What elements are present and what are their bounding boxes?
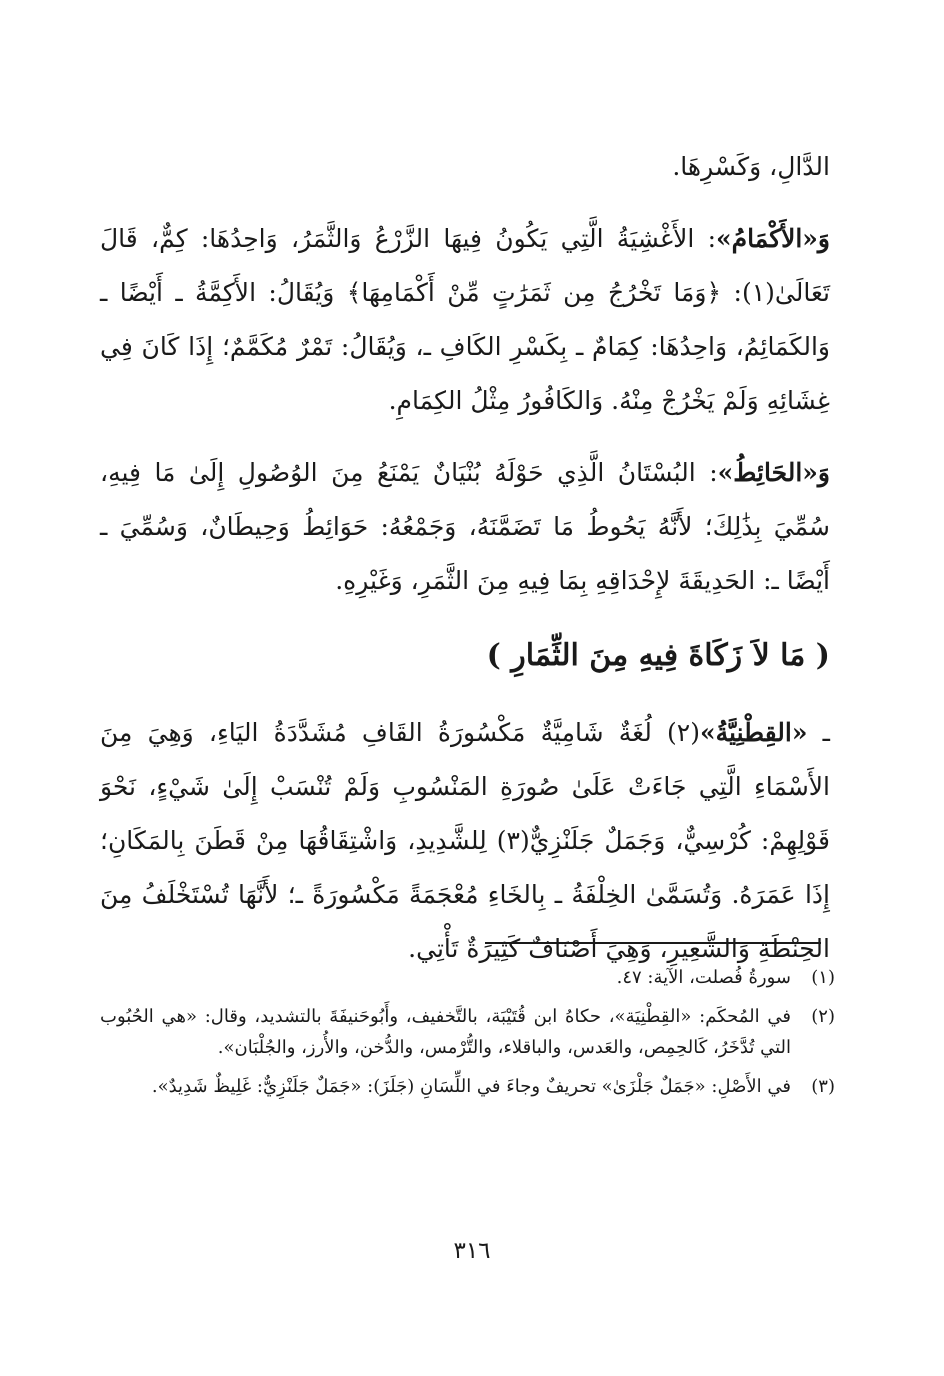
definition-qitniyya: (٢) لُغَةٌ شَامِيَّةٌ مَكْسُورَةُ القَافِ مُشَدَّدَةُ اليَاءِ، وَهِيَ مِنَ الأَسْمَاءِ الَّتِي جَاءَتْ عَلَىٰ صُورَةِ المَنْسُوبِ وَلَمْ تُنْسَبْ إِلَىٰ شَيْءٍ، نَحْوَ قَوْلِهِمْ: كُرْسِيٌّ، وَجَمَلٌ جَلَنْزِيٌّ(٣) لِلشَّدِيدِ، وَاشْتِقَاقُهَا مِنْ قَطَنَ بِالمَكَانِ؛ إِذَا عَمَرَهُ. وَتُسَمَّىٰ الخِلْفَةُ ـ بِالخَاءِ مُعْجَمَةً مَكْسُورَةً ـ؛ لأَنَّهَا تُسْتَخْلَفُ مِنَ الحِنْطَةِ وَالشَّعِيرِ، وَهِيَ أَصْنَافٌ كَثِيرَةٌ تَأْتِي. — [100, 718, 831, 963]
paragraph-akmam — [100, 212, 830, 428]
section-heading: ( مَا لاَ زَكَاةَ فِيهِ مِنَ الثِّمَارِ ) — [486, 638, 830, 673]
footnote-2 — [100, 1001, 835, 1063]
main-text — [100, 140, 830, 976]
lemma-qitniyya: «القِطْنِيَّةُ» — [700, 718, 808, 747]
footnote-3 — [100, 1071, 835, 1102]
footnote-divider — [485, 942, 821, 944]
footnote-1 — [100, 962, 835, 993]
footnote-text: في المُحكَم: «القِطْنِيَة»، حكاهُ ابن قُتَيْبَة، بالتَّخفيف، وأَبُوحَنيفَةَ بالتشديد، وقال: «هي الحُبُوب التي تُدَّخَرُ، كَالحِمِص، والعَدس، والباقلاء، والتُّرْمس، والدُّخن، والأُرز، والجُلْبَان». — [100, 1006, 792, 1058]
footnote-number: (٢) — [811, 1006, 835, 1027]
lemma-akmam: وَ«الأَكْمَامُ» — [716, 224, 830, 253]
definition-haet: : البُسْتَانُ الَّذِي حَوْلَهُ بُنْيَانٌ يَمْنَعُ مِنَ الوُصُولِ إِلَىٰ مَا فِيهِ، سُمِّيَ بِذَٰلِكَ؛ لأَنَّهُ يَحُوطُ مَا تَضَمَّنَهُ، وَجَمْعُهُ: حَوَائِطُ وَحِيطَانٌ، وَسُمِّيَ ـ أَيْضًا ـ: الحَدِيقَةَ لإِحْدَاقِهِ بِمَا فِيهِ مِنَ الثَّمَرِ، وَغَيْرِهِ. — [100, 458, 830, 595]
paragraph-qitniyya — [100, 706, 830, 976]
lemma-haet: وَ«الحَائِطُ» — [717, 458, 830, 487]
footnote-text: سورةُ فُصلت، الآية: ٤٧. — [616, 967, 791, 988]
footnotes — [100, 962, 835, 1110]
footnote-text: في الأَصْلِ: «جَمَلٌ جَلْزَىٰ» تحريفٌ وجاءَ في اللِّسَانِ (جَلَزَ): «جَمَلٌ جَلَنْزِيٌّ: غَلِيظٌ شَدِيدٌ». — [151, 1076, 791, 1097]
footnote-number: (١) — [811, 967, 835, 988]
paragraph-dal: الدَّالِ، وَكَسْرِهَا. — [672, 152, 830, 181]
page-number: ٣١٦ — [453, 1238, 491, 1264]
footnote-number: (٣) — [811, 1076, 835, 1097]
paragraph-haet — [100, 446, 830, 608]
dash-prefix: ـ — [807, 718, 830, 747]
definition-akmam: : الأَغْشِيَةُ الَّتِي يَكُونُ فِيهَا الزَّرْعُ وَالثَّمَرُ، وَاحِدُهَا: كِمٌّ، قَالَ تَعَالَىٰ(١): ﴿وَمَا تَخْرُجُ مِن ثَمَرَٰتٍ مِّنْ أَكْمَامِهَا﴾ وَيُقَالُ: الأَكِمَّةُ ـ أَيْضًا ـ وَالكَمَائِمُ، وَاحِدُهَا: كِمَامٌ ـ بِكَسْرِ الكَافِ ـ، وَيُقَالُ: تَمْرٌ مُكَمَّمٌ؛ إِذَا كَانَ فِي غِشَائِهِ وَلَمْ يَخْرُجْ مِنْهُ. وَالكَافُورُ مِثْلُ الكِمَامِ. — [100, 224, 830, 415]
